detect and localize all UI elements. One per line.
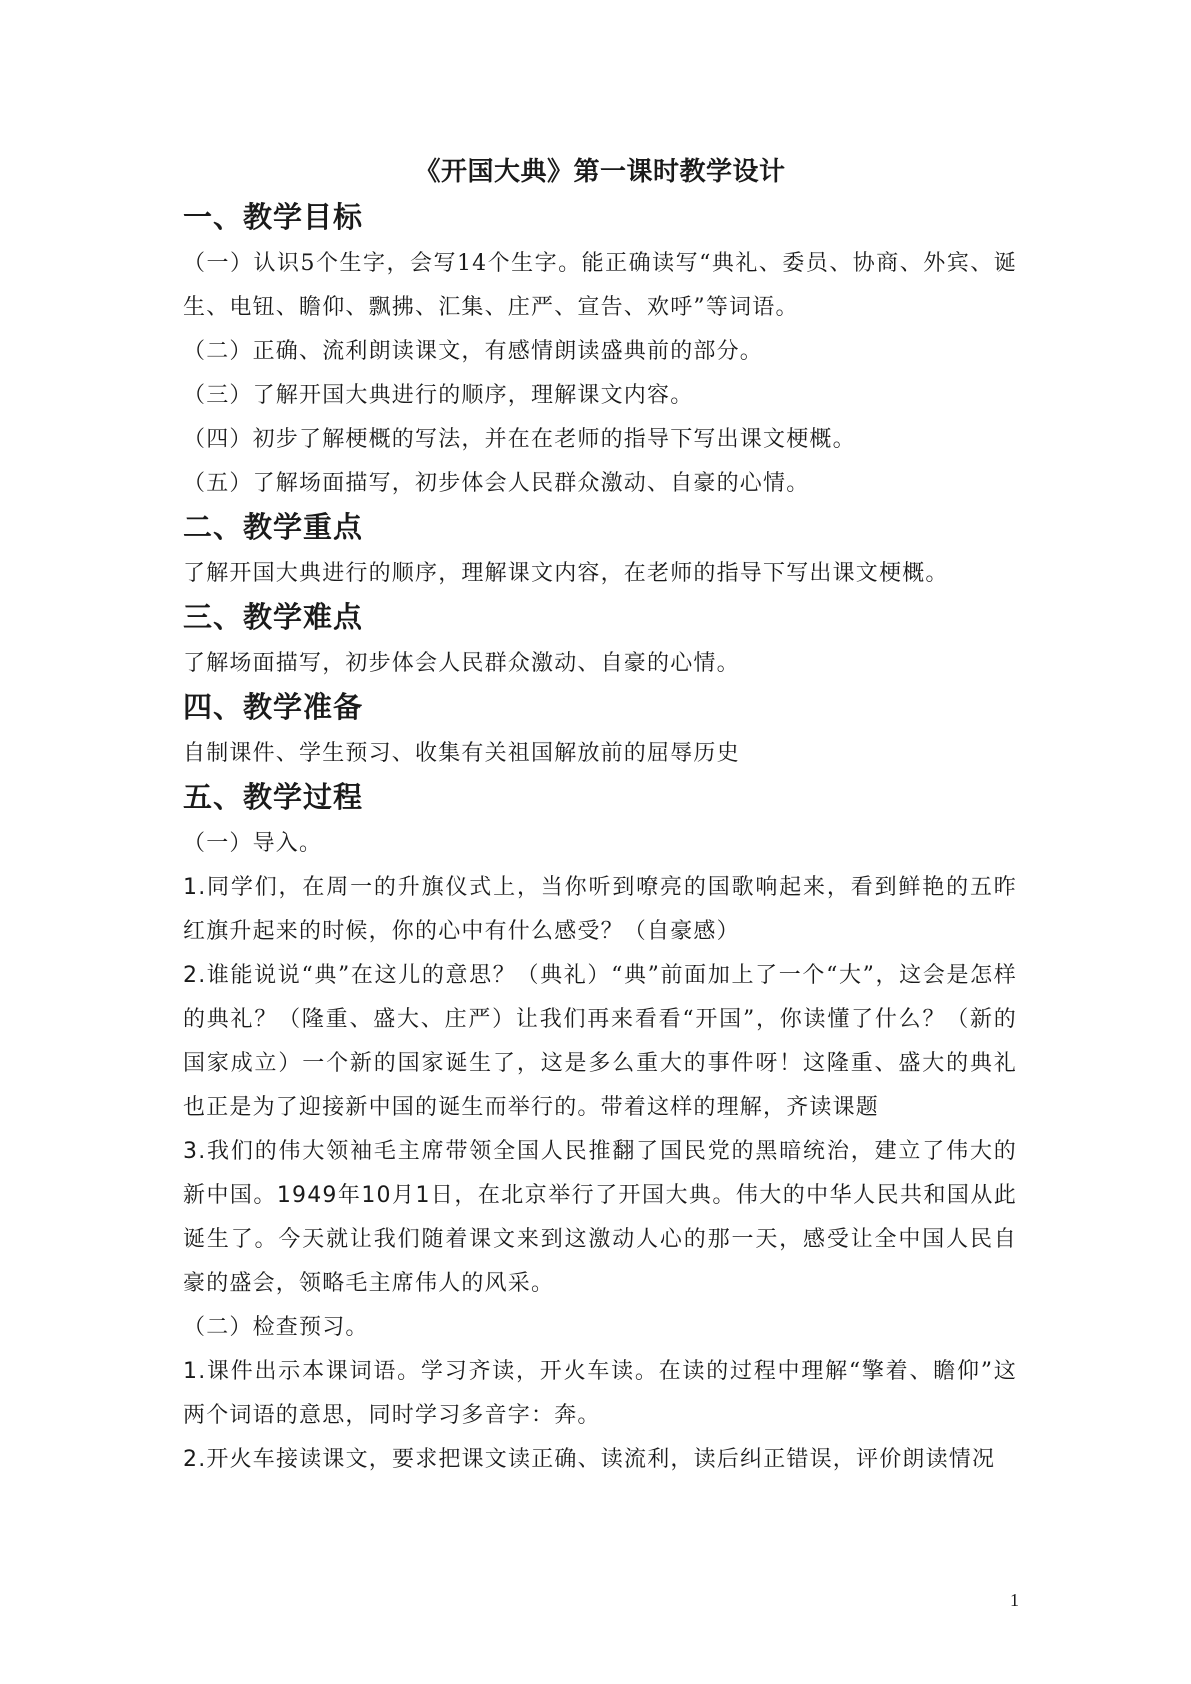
intro-step-3-text-d: 日，在北京举行了开国大典。伟大的中华人民共和国从此诞生了。今天就让我们随着课文来到这激动人心的那一天，感受让全中国人民自豪的盛会，领略毛主席伟人的风采。 bbox=[183, 1183, 1018, 1296]
intro-label: （一）导入。 bbox=[183, 831, 323, 856]
intro-step-3 bbox=[183, 1130, 1017, 1306]
goal-item-3: （三）了解开国大典进行的顺序，理解课文内容。 bbox=[183, 383, 694, 408]
intro-step-3-number: 3. bbox=[183, 1139, 207, 1164]
check-step-2-number: 2. bbox=[183, 1447, 207, 1472]
document-body bbox=[183, 150, 1017, 1482]
check-step-1-number: 1. bbox=[183, 1359, 207, 1384]
intro-step-3-text-b: 年 bbox=[337, 1183, 362, 1208]
page-number: 1 bbox=[1010, 1590, 1019, 1610]
preparation-text: 自制课件、学生预习、收集有关祖国解放前的屈辱历史 bbox=[183, 741, 740, 766]
check-step-2-text: 开火车接读课文，要求把课文读正确、读流利，读后纠正错误，评价朗读情况 bbox=[206, 1447, 996, 1472]
check-step-1 bbox=[183, 1350, 1017, 1438]
intro-step-3-text-c: 月 bbox=[391, 1183, 416, 1208]
intro-step-2-text: 谁能说说“典”在这儿的意思？（典礼）“典”前面加上了一个“大”，这会是怎样的典礼？（隆重、盛大、庄严）让我们再来看看“开国”，你读懂了什么？（新的国家成立）一个新的国家诞生了，这是多么重大的事件呀！这隆重、盛大的典礼也正是为了迎接新中国的诞生而举行的。带着这样的理解，齐读课题 bbox=[183, 963, 1017, 1120]
section-heading-key-points: 二、教学重点 bbox=[183, 510, 364, 544]
intro-step-1-number: 1. bbox=[183, 875, 207, 900]
intro-step-3-month: 10 bbox=[361, 1183, 392, 1208]
section-heading-preparation: 四、教学准备 bbox=[183, 690, 364, 724]
intro-step-1-text: 同学们，在周一的升旗仪式上，当你听到嘹亮的国歌响起来，看到鲜艳的五昨红旗升起来的时候，你的心中有什么感受？（自豪感） bbox=[183, 875, 1017, 944]
intro-step-3-text-a: 我们的伟大领袖毛主席带领全国人民推翻了国民党的黑暗统治，建立了伟大的新中国。 bbox=[183, 1139, 1017, 1208]
section-heading-process: 五、教学过程 bbox=[183, 780, 364, 814]
goal-item-5: （五）了解场面描写，初步体会人民群众激动、自豪的心情。 bbox=[183, 471, 810, 496]
intro-step-2 bbox=[183, 954, 1017, 1130]
goal-item-4: （四）初步了解梗概的写法，并在在老师的指导下写出课文梗概。 bbox=[183, 427, 856, 452]
goal-item-1: （一）认识5个生字，会写14个生字。能正确读写“典礼、委员、协商、外宾、诞生、电钮、瞻仰、飘拂、汇集、庄严、宣告、欢呼”等词语。 bbox=[183, 251, 1017, 320]
section-heading-goals: 一、教学目标 bbox=[183, 200, 364, 234]
intro-step-1 bbox=[183, 866, 1017, 954]
document-title: 《开国大典》第一课时教学设计 bbox=[414, 157, 786, 187]
check-label: （二）检查预习。 bbox=[183, 1315, 369, 1340]
intro-step-2-number: 2. bbox=[183, 963, 207, 988]
intro-step-3-day: 1 bbox=[415, 1183, 431, 1208]
difficulties-text: 了解场面描写，初步体会人民群众激动、自豪的心情。 bbox=[183, 651, 740, 676]
check-step-2 bbox=[183, 1438, 1017, 1482]
intro-step-3-year: 1949 bbox=[276, 1183, 338, 1208]
goal-item-2: （二）正确、流利朗读课文，有感情朗读盛典前的部分。 bbox=[183, 339, 764, 364]
section-heading-difficulties: 三、教学难点 bbox=[183, 600, 364, 634]
key-points-text: 了解开国大典进行的顺序，理解课文内容，在老师的指导下写出课文梗概。 bbox=[183, 561, 949, 586]
check-step-1-text: 课件出示本课词语。学习齐读，开火车读。在读的过程中理解“擎着、瞻仰”这两个词语的意思，同时学习多音字：奔。 bbox=[183, 1359, 1017, 1428]
